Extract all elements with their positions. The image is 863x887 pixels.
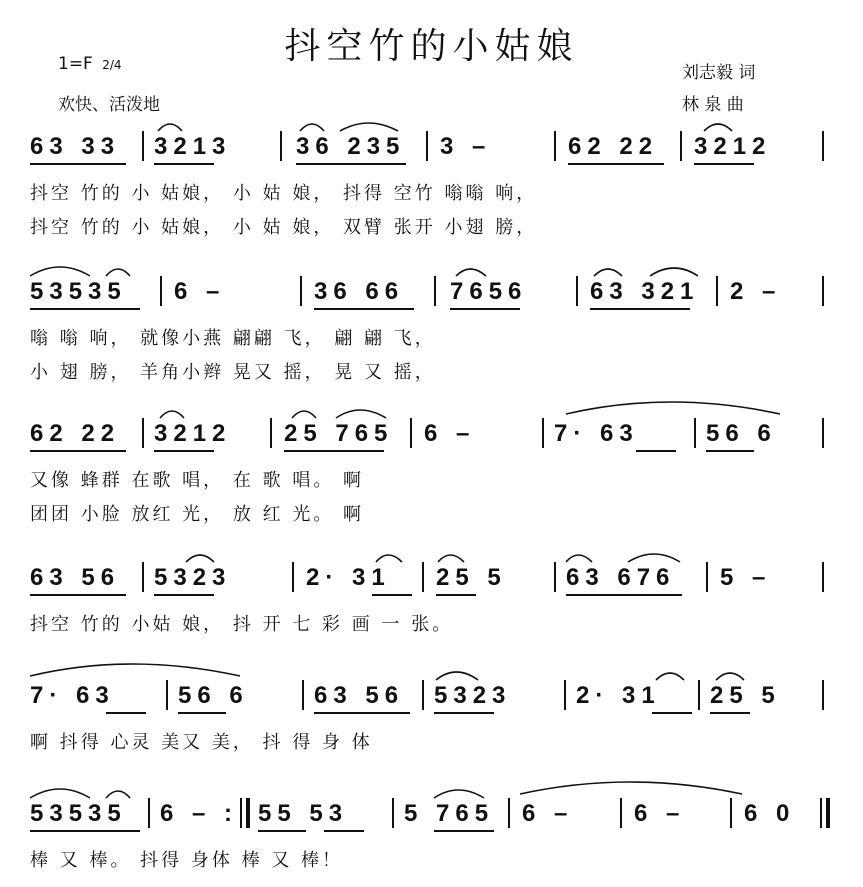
underline [590, 308, 690, 310]
notation-row [30, 682, 830, 712]
underline [566, 594, 682, 596]
measure: 36 235 [296, 133, 406, 160]
bar-line [280, 131, 282, 161]
bar-line [822, 418, 824, 448]
bar-line [302, 680, 304, 710]
lyrics-verse-1: 嗡 嗡 响， 就像小燕 翩翩 飞， 翩 翩 飞， [30, 328, 436, 349]
bar-line [620, 798, 622, 828]
underline [694, 163, 754, 165]
measure: 56 6 [706, 420, 777, 447]
bar-line [822, 131, 824, 161]
underline [652, 712, 692, 714]
bar-line [822, 562, 824, 592]
bar-line [166, 680, 168, 710]
measure: 62 22 [30, 420, 121, 447]
measure: 63 56 [30, 564, 121, 591]
lyricist-credit: 刘志毅 词 [682, 63, 756, 83]
measure: 63 321 [590, 278, 700, 305]
bar-line [434, 276, 436, 306]
underline [30, 450, 126, 452]
underline [30, 163, 126, 165]
key-signature [58, 54, 122, 74]
bar-line [706, 562, 708, 592]
lyrics-verse-1: 棒 又 棒。 抖得 身体 棒 又 棒！ [30, 850, 344, 871]
measure: 36 66 [314, 278, 405, 305]
bar-line [554, 131, 556, 161]
tempo-marking: 欢快、活泼地 [58, 95, 160, 115]
underline [434, 830, 494, 832]
notation-row [30, 278, 830, 308]
bar-line [698, 680, 700, 710]
notation-row [30, 420, 830, 450]
measure: 63 56 [314, 682, 405, 709]
bar-line [542, 418, 544, 448]
measure: 7· 63 [30, 682, 115, 709]
underline [30, 308, 140, 310]
measure: 2 – [730, 278, 782, 305]
underline [106, 712, 146, 714]
bar-line [564, 680, 566, 710]
underline [314, 712, 410, 714]
slur-marks [30, 258, 830, 278]
underline [372, 594, 412, 596]
bar-line [730, 798, 732, 828]
bar-line [270, 418, 272, 448]
lyrics-verse-1: 又像 蜂群 在歌 唱， 在 歌 唱。 啊 [30, 470, 365, 491]
measure: 63 33 [30, 133, 121, 160]
bar-line [300, 276, 302, 306]
bar-line [716, 276, 718, 306]
underline [636, 450, 676, 452]
measure: 5323 [434, 682, 512, 709]
measure: 3213 [154, 133, 232, 160]
measure: 25 5 [436, 564, 507, 591]
slur-marks [30, 780, 830, 800]
underline [178, 712, 226, 714]
bar-line [142, 418, 144, 448]
bar-line [422, 562, 424, 592]
measure: 5323 [154, 564, 232, 591]
measure: 3 – [440, 133, 492, 160]
measure: 5 – [720, 564, 772, 591]
underline [296, 163, 406, 165]
measure: 25 5 [710, 682, 781, 709]
notation-row [30, 133, 830, 163]
underline [314, 308, 414, 310]
measure: 6 – [424, 420, 476, 447]
bar-line [410, 418, 412, 448]
measure: 6 – [522, 800, 574, 827]
time-signature: 2/4 [102, 58, 122, 72]
underline [30, 594, 126, 596]
underline [450, 308, 520, 310]
notation-row [30, 800, 830, 830]
bar-line [142, 131, 144, 161]
underline [258, 830, 306, 832]
bar-line [694, 418, 696, 448]
measure: 6 0 [744, 800, 796, 827]
lyrics-verse-1: 抖空 竹的 小姑 娘， 抖 开 七 彩 画 一 张。 [30, 614, 454, 635]
measure: 5 765 [404, 800, 495, 827]
final-bar-thick [826, 798, 830, 828]
measure: 3212 [154, 420, 232, 447]
bar-line [426, 131, 428, 161]
bar-line [822, 276, 824, 306]
underline [30, 830, 140, 832]
lyrics-verse-2: 团团 小脸 放红 光， 放 红 光。 啊 [30, 504, 365, 525]
bar-line [148, 798, 150, 828]
bar-line [576, 276, 578, 306]
lyrics-verse-2: 抖空 竹的 小 姑娘， 小 姑 娘， 双臂 张开 小翅 膀， [30, 217, 538, 238]
measure: 6 – : [160, 800, 239, 827]
measure: 53535 [30, 278, 127, 305]
slur-marks [30, 544, 830, 564]
bar-line [680, 131, 682, 161]
underline [154, 450, 214, 452]
slur-marks [30, 662, 830, 682]
underline [154, 594, 214, 596]
bar-line [392, 798, 394, 828]
measure: 2· 31 [306, 564, 391, 591]
repeat-bar [240, 798, 242, 828]
measure: 53535 [30, 800, 127, 827]
underline [568, 163, 664, 165]
slur-marks [30, 400, 830, 420]
measure: 7656 [450, 278, 528, 305]
underline [154, 163, 214, 165]
bar-line [422, 680, 424, 710]
measure: 2· 31 [576, 682, 661, 709]
measure: 55 53 [258, 800, 349, 827]
measure: 7· 63 [554, 420, 639, 447]
measure: 56 6 [178, 682, 249, 709]
underline [284, 450, 384, 452]
measure: 3212 [694, 133, 772, 160]
bar-line [822, 680, 824, 710]
measure: 63 676 [566, 564, 676, 591]
underline [434, 712, 494, 714]
bar-line [508, 798, 510, 828]
measure: 25 765 [284, 420, 394, 447]
lyrics-verse-1: 啊 抖得 心灵 美又 美， 抖 得 身 体 [30, 732, 373, 753]
lyrics-verse-1: 抖空 竹的 小 姑娘， 小 姑 娘， 抖得 空竹 嗡嗡 响， [30, 183, 538, 204]
bar-line [554, 562, 556, 592]
bar-line [142, 562, 144, 592]
bar-line [292, 562, 294, 592]
slur-marks [30, 113, 830, 133]
measure: 6 – [634, 800, 686, 827]
song-title: 抖空竹的小姑娘 [284, 26, 579, 67]
underline [710, 712, 750, 714]
final-bar [820, 798, 822, 828]
bar-line [160, 276, 162, 306]
notation-row [30, 564, 830, 594]
measure: 6 – [174, 278, 226, 305]
underline [436, 594, 476, 596]
repeat-bar-thick [246, 798, 250, 828]
lyrics-verse-2: 小 翅 膀， 羊角小辫 晃又 摇， 晃 又 摇， [30, 362, 436, 383]
underline [706, 450, 754, 452]
measure: 62 22 [568, 133, 659, 160]
composer-credit: 林 泉 曲 [682, 95, 744, 115]
key-label: 1=F [58, 54, 93, 74]
underline [324, 830, 364, 832]
